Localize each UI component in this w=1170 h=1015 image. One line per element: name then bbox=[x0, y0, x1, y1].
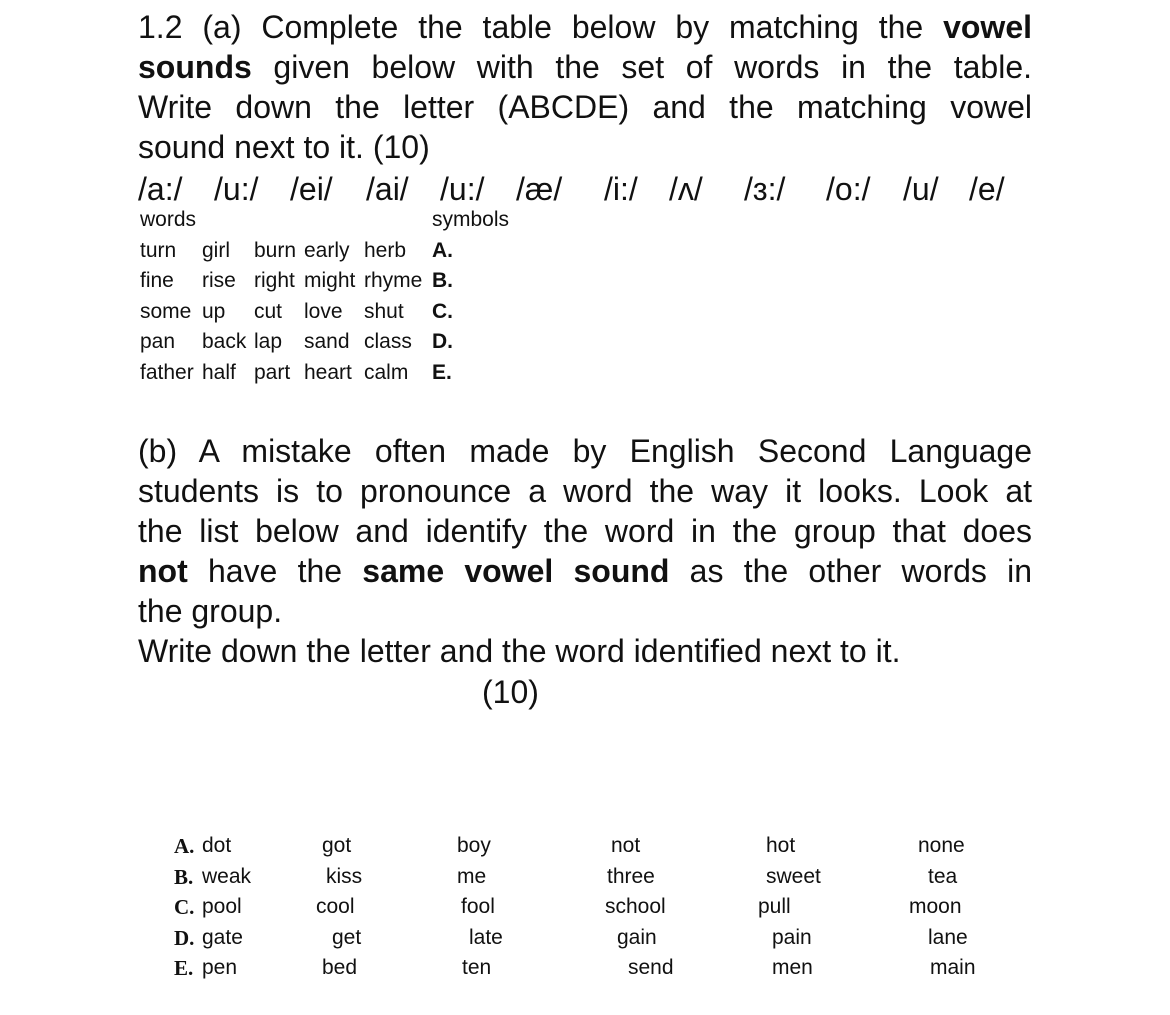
word-cell: turn bbox=[140, 238, 177, 262]
bold-term: sounds bbox=[138, 49, 252, 85]
word-cell: early bbox=[304, 238, 350, 262]
instruction-text: as the other words in bbox=[669, 553, 1033, 589]
instruction-line-3: the list below and identify the word in the group that does bbox=[138, 513, 1032, 549]
group-word: pool bbox=[202, 895, 242, 918]
symbol-letter: E. bbox=[432, 360, 452, 384]
bold-term: vowel bbox=[943, 9, 1032, 45]
table-row bbox=[140, 236, 480, 267]
word-cell: back bbox=[202, 330, 247, 353]
word-cell: rise bbox=[202, 269, 236, 292]
word-cell: part bbox=[254, 360, 291, 384]
group-row bbox=[174, 892, 1014, 923]
group-word: gate bbox=[202, 925, 243, 949]
group-letter: E. bbox=[174, 956, 194, 980]
word-cell: sand bbox=[304, 330, 350, 353]
group-word: me bbox=[457, 864, 487, 888]
group-word: none bbox=[918, 834, 965, 857]
word-cell: heart bbox=[304, 360, 352, 384]
question-1-2a-instructions bbox=[138, 7, 1032, 167]
header-words: words bbox=[140, 208, 197, 231]
group-letter: C. bbox=[174, 895, 195, 919]
group-word: kiss bbox=[326, 864, 363, 888]
group-word: moon bbox=[909, 895, 962, 918]
bold-term: same vowel sound bbox=[362, 553, 670, 589]
group-word: tea bbox=[928, 864, 958, 888]
instruction-line-5: the group. bbox=[138, 593, 283, 629]
group-letter: D. bbox=[174, 925, 195, 950]
word-cell: girl bbox=[202, 238, 231, 262]
table-header-row bbox=[140, 205, 510, 236]
vowel-symbol: /æ/ bbox=[516, 171, 563, 207]
group-word: hot bbox=[766, 834, 796, 857]
word-cell: pan bbox=[140, 330, 176, 353]
word-cell: father bbox=[140, 360, 194, 384]
group-letter: A. bbox=[174, 834, 195, 858]
vowel-symbol: /i:/ bbox=[604, 171, 638, 207]
group-word: ten bbox=[462, 956, 492, 979]
table-row bbox=[140, 327, 480, 358]
vowel-symbol: /e/ bbox=[969, 171, 1005, 207]
group-word: bed bbox=[322, 956, 358, 979]
instruction-line-1: (b) A mistake often made by English Second Language bbox=[138, 433, 1032, 469]
word-cell: up bbox=[202, 299, 226, 323]
vowel-symbol: /ʌ/ bbox=[669, 171, 703, 207]
marks-label: (10) bbox=[482, 674, 539, 710]
group-word: dot bbox=[202, 834, 232, 857]
group-word: weak bbox=[202, 864, 252, 888]
word-cell: calm bbox=[364, 360, 409, 384]
symbol-letter: A. bbox=[432, 238, 453, 262]
group-word: three bbox=[607, 864, 655, 888]
header-symbols: symbols bbox=[432, 208, 510, 231]
word-cell: love bbox=[304, 299, 343, 323]
group-row bbox=[174, 862, 1014, 893]
instruction-line-1 bbox=[138, 7, 1032, 47]
instruction-line-4 bbox=[138, 551, 1032, 591]
question-b-instructions bbox=[138, 431, 1032, 671]
group-word: late bbox=[469, 925, 503, 949]
group-word: fool bbox=[461, 895, 495, 918]
bold-term: not bbox=[138, 553, 188, 589]
vowel-symbol: /o:/ bbox=[826, 171, 871, 207]
word-cell: burn bbox=[254, 238, 297, 262]
word-cell: class bbox=[364, 330, 412, 353]
vowel-symbol: /ai/ bbox=[366, 171, 409, 207]
word-cell: some bbox=[140, 299, 192, 323]
word-cell: half bbox=[202, 360, 236, 384]
instruction-text: have the bbox=[187, 553, 363, 589]
words-symbols-table bbox=[140, 205, 510, 388]
vowel-symbol: /u/ bbox=[903, 171, 939, 207]
group-word: send bbox=[628, 956, 674, 979]
table-row bbox=[140, 297, 480, 328]
group-letter: B. bbox=[174, 864, 194, 889]
vowel-symbol: /u:/ bbox=[440, 171, 485, 207]
group-word: not bbox=[611, 834, 641, 857]
instruction-line-4: sound next to it. (10) bbox=[138, 129, 430, 165]
vowel-symbol: /ɜ:/ bbox=[744, 171, 786, 207]
symbol-letter: C. bbox=[432, 299, 453, 323]
group-word: lane bbox=[928, 925, 968, 949]
vowel-symbol: /u:/ bbox=[214, 171, 259, 207]
group-word: pull bbox=[758, 895, 791, 918]
group-word: school bbox=[605, 895, 666, 918]
instruction-text: 1.2 (a) Complete the table below by matching the bbox=[138, 9, 944, 45]
group-row bbox=[174, 923, 1014, 954]
instruction-text: given below with the set of words in the table. bbox=[251, 49, 1032, 85]
group-word: sweet bbox=[766, 864, 821, 888]
group-word: gain bbox=[617, 925, 657, 949]
word-cell: might bbox=[304, 269, 356, 292]
word-cell: rhyme bbox=[364, 269, 423, 292]
group-row bbox=[174, 953, 1014, 984]
word-cell: fine bbox=[140, 269, 174, 292]
group-word: boy bbox=[457, 834, 491, 857]
word-cell: shut bbox=[364, 299, 404, 323]
word-cell: right bbox=[254, 269, 295, 292]
table-row bbox=[140, 266, 480, 297]
group-word: main bbox=[930, 956, 976, 979]
group-word: pain bbox=[772, 925, 812, 949]
vowel-symbol-list bbox=[138, 169, 1038, 209]
vowel-symbol: /ei/ bbox=[290, 171, 333, 207]
word-group-table bbox=[174, 831, 1014, 984]
vowel-symbol: /a:/ bbox=[138, 171, 183, 207]
symbol-letter: B. bbox=[432, 269, 453, 292]
group-word: cool bbox=[316, 895, 355, 918]
word-cell: cut bbox=[254, 299, 283, 323]
instruction-line-3: Write down the letter (ABCDE) and the matching vowel bbox=[138, 89, 1032, 125]
group-word: pen bbox=[202, 956, 238, 979]
symbol-letter: D. bbox=[432, 330, 453, 353]
instruction-line-6: Write down the letter and the word identified next to it. bbox=[138, 633, 901, 669]
group-word: got bbox=[322, 834, 352, 857]
instruction-line-2 bbox=[138, 47, 1032, 87]
instruction-line-2: students is to pronounce a word the way it looks. Look at bbox=[138, 473, 1032, 509]
word-cell: herb bbox=[364, 238, 407, 262]
group-word: get bbox=[332, 925, 362, 949]
table-row bbox=[140, 358, 480, 389]
group-word: men bbox=[772, 956, 813, 979]
word-cell: lap bbox=[254, 330, 283, 353]
group-row bbox=[174, 831, 1014, 862]
